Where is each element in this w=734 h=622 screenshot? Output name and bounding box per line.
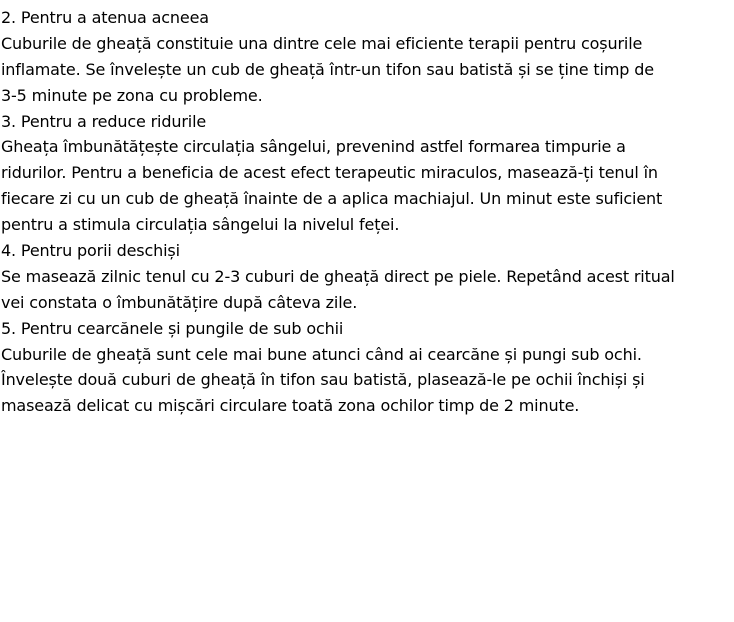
paragraph-line: fiecare zi cu un cub de gheață înainte de a aplica machiajul. Un minut este suficient <box>1 189 663 209</box>
section-heading-dark-circles: 5. Pentru cearcănele și pungile de sub ochii <box>1 318 344 338</box>
paragraph-line: Învelește două cuburi de gheață în tifon sau batistă, plasează-le pe ochii închiși și <box>1 370 645 390</box>
paragraph-line: Cuburile de gheață constituie una dintre cele mai eficiente terapii pentru coșurile <box>1 33 643 53</box>
section-heading-wrinkles: 3. Pentru a reduce ridurile <box>1 111 207 131</box>
paragraph-line: Cuburile de gheață sunt cele mai bune atunci când ai cearcăne și pungi sub ochi. <box>1 344 642 364</box>
paragraph-line: inflamate. Se învelește un cub de gheață într-un tifon sau batistă și se ține timp de <box>1 59 654 79</box>
document-body <box>1 5 733 419</box>
paragraph-line: masează delicat cu mișcări circulare toată zona ochilor timp de 2 minute. <box>1 396 580 416</box>
paragraph-line: vei constata o îmbunătățire după câteva zile. <box>1 292 358 312</box>
paragraph-line: 3-5 minute pe zona cu probleme. <box>1 85 263 105</box>
section-heading-pores: 4. Pentru porii deschiși <box>1 241 180 261</box>
paragraph-line: pentru a stimula circulația sângelui la nivelul feței. <box>1 215 400 235</box>
section-heading-acne: 2. Pentru a atenua acneea <box>1 8 209 27</box>
paragraph-line: Gheața îmbunătățește circulația sângelui, prevenind astfel formarea timpurie a <box>1 137 626 157</box>
paragraph-line: Se masează zilnic tenul cu 2-3 cuburi de gheață direct pe piele. Repetând acest ritual <box>1 266 675 286</box>
paragraph-line: ridurilor. Pentru a beneficia de acest efect terapeutic miraculos, masează-ți tenul în <box>1 163 658 183</box>
